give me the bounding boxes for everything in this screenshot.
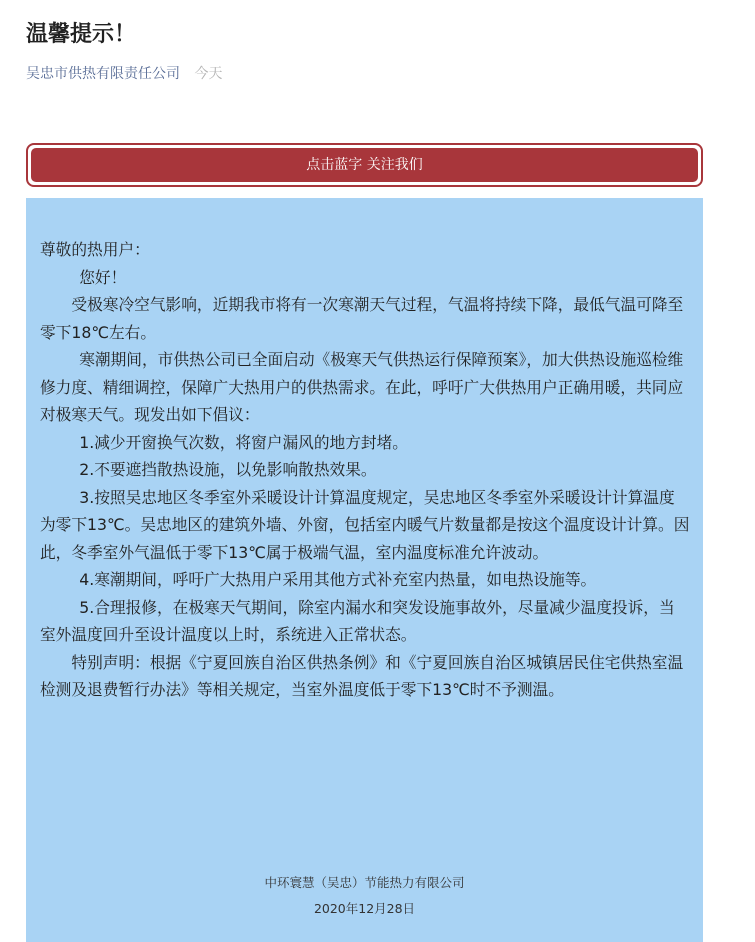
notice-hello: 您好！ bbox=[79, 267, 127, 287]
notice-list-item: 5.合理报修，在极寒天气期间，除室内漏水和突发设施事故外，尽量减少温度投诉，当室外温度回升至设计温度以上时，系统进入正常状态。 bbox=[40, 597, 675, 644]
signature-company: 中环寰慧（吴忠）节能热力有限公司 bbox=[264, 875, 465, 890]
article-meta bbox=[26, 63, 222, 85]
notice-paragraph: 受极寒冷空气影响，近期我市将有一次寒潮天气过程，气温将持续下降，最低气温可降至零下18℃左右。 bbox=[40, 295, 684, 342]
notice-body bbox=[40, 236, 690, 704]
notice-list-item: 4.寒潮期间，呼吁广大热用户采用其他方式补充室内热量，如电热设施等。 bbox=[79, 570, 597, 589]
notice-greeting: 尊敬的热用户： bbox=[40, 240, 150, 259]
article-title: 温馨提示！ bbox=[26, 22, 137, 47]
account-name-link[interactable]: 吴忠市供热有限责任公司 bbox=[26, 66, 180, 82]
notice-list-item: 1.减少开窗换气次数，将窗户漏风的地方封堵。 bbox=[79, 432, 408, 452]
follow-us-button[interactable]: 点击蓝字 关注我们 bbox=[31, 148, 698, 182]
follow-banner bbox=[26, 143, 703, 187]
publish-time: 今天 bbox=[194, 66, 223, 82]
special-statement: 特别声明：根据《宁夏回族自治区供热条例》和《宁夏回族自治区城镇居民住宅供热室温检测及退费暂行办法》等相关规定，当室外温度低于零下13℃时不予测温。 bbox=[40, 652, 684, 699]
notice-box bbox=[26, 198, 703, 942]
notice-paragraph: 寒潮期间，市供热公司已全面启动《极寒天气供热运行保障预案》，加大供热设施巡检维修力度、精细调控，保障广大热用户的供热需求。在此，呼吁广大供热用户正确用暖，共同应对极寒天气。现发出如下倡议： bbox=[40, 350, 684, 424]
notice-list-item: 2.不要遮挡散热设施，以免影响散热效果。 bbox=[79, 460, 377, 479]
signature-date: 2020年12月28日 bbox=[313, 901, 416, 916]
notice-list-item: 3.按照吴忠地区冬季室外采暖设计计算温度规定，吴忠地区冬季室外采暖设计计算温度为零下13℃。吴忠地区的建筑外墙、外窗，包括室内暖气片数量都是按这个温度设计计算。因此，冬季室外气温低于零下13℃属于极端气温，室内温度标准允许波动。 bbox=[40, 487, 690, 562]
